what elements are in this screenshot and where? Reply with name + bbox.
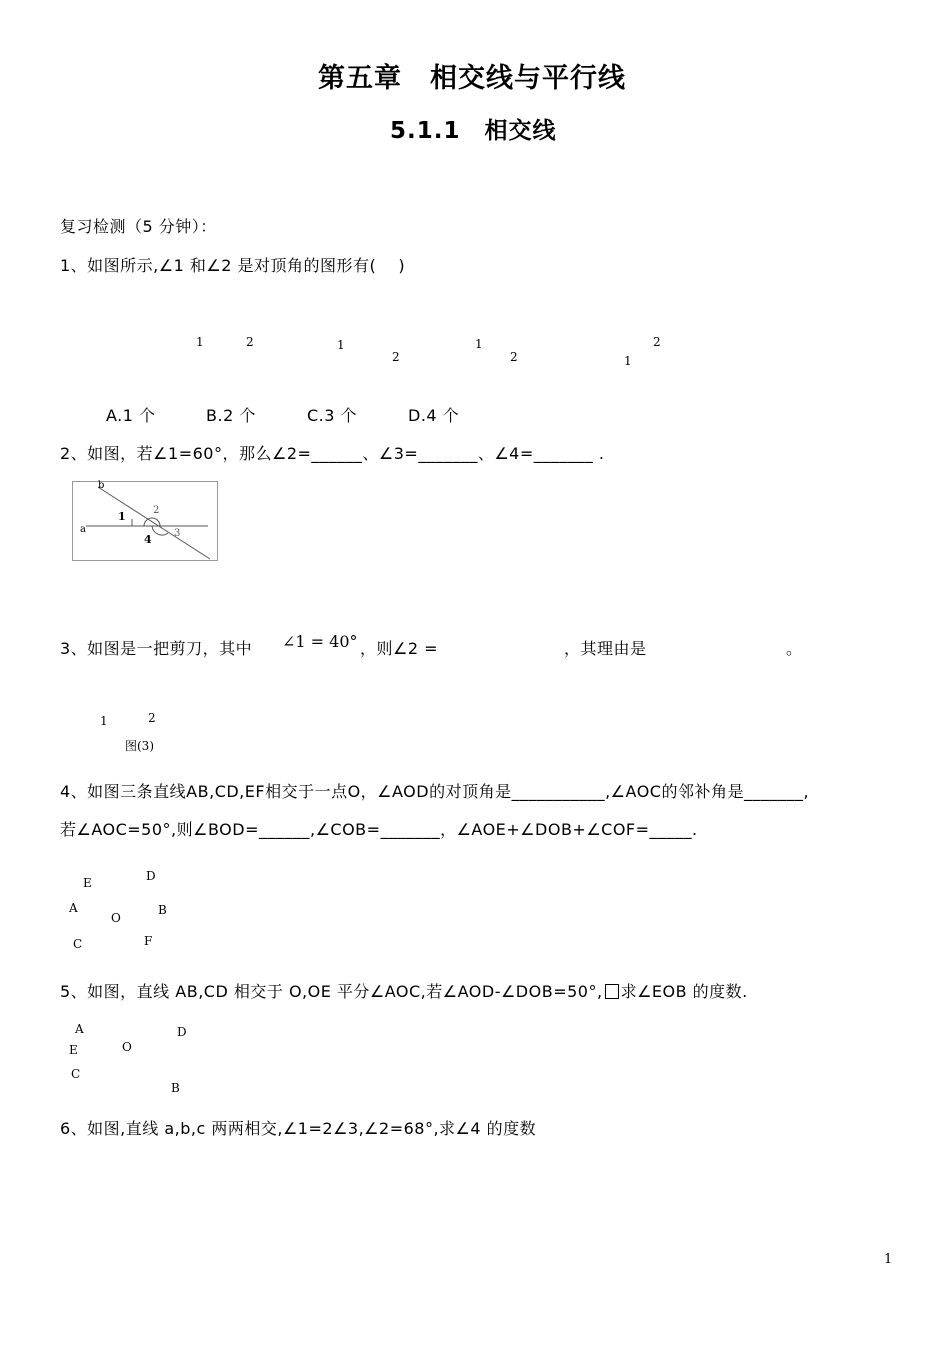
q2-label-b: b: [98, 480, 105, 491]
q5-label-O: O: [122, 1040, 132, 1054]
q2-line-b: [98, 487, 210, 559]
q1-fig3-label-1: 1: [475, 337, 483, 351]
q1-fig4-label-2: 2: [653, 335, 661, 349]
q5-label-E: E: [69, 1043, 78, 1057]
q1-fig2-label-1: 1: [337, 338, 345, 352]
q1-option-a: A.1 个: [106, 406, 156, 425]
page-number: 1: [884, 1252, 893, 1267]
question-3-middle: ，则∠2 =: [360, 639, 439, 658]
missing-glyph-box: [605, 984, 619, 999]
q5-label-B: B: [171, 1081, 180, 1095]
question-5-text-b: 求∠EOB 的度数.: [620, 982, 748, 1001]
q2-label-a: a: [80, 524, 86, 535]
q5-label-A: A: [75, 1022, 84, 1036]
q1-option-d: D.4 个: [408, 406, 460, 425]
q4-label-O: O: [111, 911, 121, 925]
question-5-text-a: 5、如图，直线 AB,CD 相交于 O,OE 平分∠AOC,若∠AOD-∠DOB=50°,: [60, 982, 603, 1001]
q2-figure-border: [73, 482, 218, 561]
q1-fig4-label-1: 1: [624, 354, 632, 368]
q1-fig3-label-2: 2: [510, 350, 518, 364]
question-2: 2、如图，若∠1=60°，那么∠2=______、∠3=_______、∠4=_______ .: [60, 444, 605, 463]
q3-fig-caption: 图(3): [125, 739, 154, 753]
q3-fig-label-1: 1: [100, 714, 108, 728]
q1-fig1-label-2: 2: [246, 335, 254, 349]
question-5: [60, 979, 748, 1002]
question-4-line1: 4、如图三条直线AB,CD,EF相交于一点O，∠AOD的对顶角是___________,∠AOC的邻补角是_______,: [60, 782, 810, 801]
question-3-reason: ，其理由是: [564, 639, 647, 658]
q4-label-A: A: [69, 901, 78, 915]
chapter-title: 第五章 相交线与平行线: [318, 63, 626, 94]
q4-label-E: E: [83, 876, 92, 890]
q2-label-1: 1: [118, 510, 126, 523]
q1-option-b: B.2 个: [206, 406, 256, 425]
q4-label-B: B: [158, 903, 167, 917]
review-heading: 复习检测（5 分钟）：: [60, 217, 217, 236]
q1-fig2-label-2: 2: [392, 350, 400, 364]
q5-label-D: D: [177, 1025, 187, 1039]
q5-label-C: C: [71, 1067, 81, 1081]
q4-label-C: C: [73, 937, 83, 951]
question-6: 6、如图,直线 a,b,c 两两相交,∠1=2∠3,∠2=68°,求∠4 的度数: [60, 1119, 537, 1138]
q4-label-D: D: [146, 869, 156, 883]
q1-fig1-label-1: 1: [196, 335, 204, 349]
q1-option-c: C.3 个: [307, 406, 358, 425]
question-3-formula: ∠1 = 40°: [282, 632, 358, 651]
question-4-line2: 若∠AOC=50°,则∠BOD=______,∠COB=_______，∠AOE+∠DOB+∠COF=_____.: [60, 820, 698, 839]
q3-fig-label-2: 2: [148, 711, 156, 725]
q2-figure: [72, 481, 218, 561]
q4-label-F: F: [144, 934, 153, 948]
q2-label-4: 4: [144, 533, 152, 546]
question-3-end: 。: [786, 639, 803, 658]
q2-label-2: 2: [153, 505, 160, 516]
question-3-prefix: 3、如图是一把剪刀，其中: [60, 639, 253, 658]
q2-label-3: 3: [174, 528, 181, 539]
q2-figure-svg: [72, 481, 218, 561]
section-title: 5.1.1 相交线: [390, 118, 557, 144]
question-1: 1、如图所示,∠1 和∠2 是对顶角的图形有( ): [60, 256, 406, 275]
